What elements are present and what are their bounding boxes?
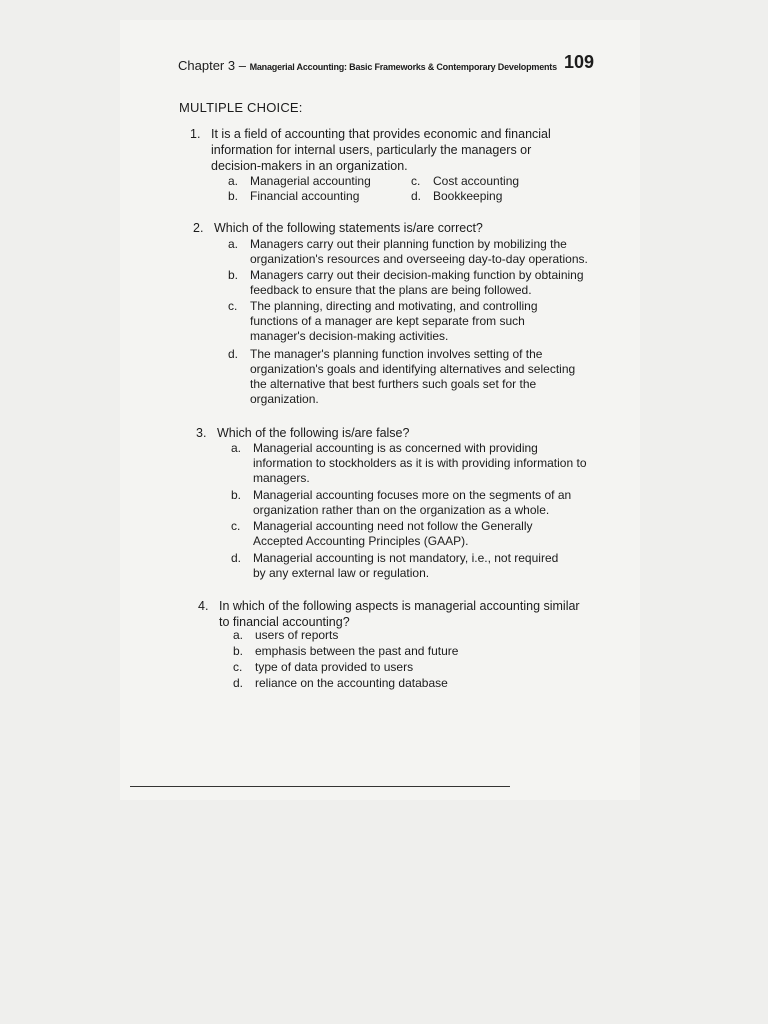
option-1c	[411, 174, 551, 189]
question-4	[198, 598, 603, 630]
option-text	[253, 488, 599, 518]
chapter-dash: –	[235, 58, 250, 73]
option-4b	[233, 644, 533, 659]
option-text	[250, 237, 598, 267]
option-line: Managers carry out their decision-making function by obtaining	[250, 268, 584, 282]
option-text	[253, 551, 599, 581]
question-line: It is a field of accounting that provides economic and financial	[211, 127, 551, 141]
option-line: Managerial accounting focuses more on the segments of an	[253, 488, 572, 502]
question-number: 2.	[193, 221, 204, 235]
option-line: users of reports	[255, 628, 339, 642]
question-1	[190, 126, 600, 174]
option-line: organization.	[250, 392, 319, 406]
option-line: organization rather than on the organization as a whole.	[253, 503, 550, 517]
option-line: Managers carry out their planning function by mobilizing the	[250, 237, 567, 251]
option-letter: d.	[411, 189, 422, 203]
option-letter: a.	[233, 628, 244, 642]
option-line: Managerial accounting need not follow the Generally	[253, 519, 533, 533]
option-line: functions of a manager are kept separate from such	[250, 314, 525, 328]
section-title: MULTIPLE CHOICE:	[179, 100, 303, 115]
option-line: Managerial accounting	[250, 174, 371, 188]
option-1d	[411, 189, 551, 204]
option-text	[255, 628, 338, 643]
question-text	[211, 126, 597, 174]
option-letter: d.	[233, 676, 244, 690]
option-text	[255, 676, 448, 691]
question-text	[214, 220, 584, 236]
option-line: the alternative that best furthers such goals set for the	[250, 377, 537, 391]
option-3d	[231, 551, 601, 581]
option-text	[250, 189, 359, 204]
option-letter: b.	[228, 268, 239, 282]
option-text	[433, 174, 519, 189]
option-letter: c.	[411, 174, 421, 188]
option-line: manager's decision-making activities.	[250, 329, 449, 343]
option-line: Financial accounting	[250, 189, 360, 203]
option-letter: a.	[228, 174, 239, 188]
option-letter: b.	[228, 189, 239, 203]
question-line: In which of the following aspects is managerial accounting similar	[219, 599, 580, 613]
question-number: 3.	[196, 426, 207, 440]
option-text	[250, 174, 371, 189]
option-line: The planning, directing and motivating, and controlling	[250, 299, 538, 313]
option-line: The manager's planning function involves setting of the	[250, 347, 543, 361]
option-line: reliance on the accounting database	[255, 676, 448, 690]
question-2	[193, 220, 593, 236]
option-text	[433, 189, 502, 204]
option-letter: c.	[228, 299, 238, 313]
option-line: feedback to ensure that the plans are being followed.	[250, 283, 532, 297]
option-letter: c.	[231, 519, 241, 533]
option-text	[250, 268, 598, 298]
option-line: Cost accounting	[433, 174, 520, 188]
question-text	[219, 598, 601, 630]
question-line: to financial accounting?	[219, 615, 350, 629]
option-2d	[228, 347, 600, 407]
option-text	[255, 660, 413, 675]
page-header	[178, 50, 598, 78]
option-4a	[233, 628, 533, 643]
option-4d	[233, 676, 533, 691]
question-number: 1.	[190, 127, 201, 141]
option-letter: d.	[228, 347, 239, 361]
page-number: 109	[563, 52, 594, 72]
option-text	[250, 347, 598, 407]
chapter-label: Chapter 3	[178, 58, 236, 73]
bottom-rule	[130, 786, 510, 787]
option-1b	[228, 189, 398, 204]
option-line: information to stockholders as it is with providing information to	[253, 456, 587, 470]
option-line: Managerial accounting is as concerned with providing	[253, 441, 538, 455]
option-text	[253, 441, 599, 486]
option-line: Managerial accounting is not mandatory, i.e., not required	[253, 551, 559, 565]
option-2b	[228, 268, 600, 298]
question-3	[196, 425, 596, 441]
option-text	[253, 519, 599, 549]
option-line: emphasis between the past and future	[255, 644, 459, 658]
option-text	[255, 644, 458, 659]
option-line: organization's goals and identifying alternatives and selecting	[250, 362, 576, 376]
option-letter: c.	[233, 660, 243, 674]
option-line: Accepted Accounting Principles (GAAP).	[253, 534, 469, 548]
option-4c	[233, 660, 533, 675]
option-line: organization's resources and overseeing day-to-day operations.	[250, 252, 588, 266]
question-line: information for internal users, particularly the managers or	[211, 143, 532, 157]
option-line: type of data provided to users	[255, 660, 414, 674]
question-number: 4.	[198, 599, 209, 613]
option-letter: a.	[231, 441, 242, 455]
option-text	[250, 299, 598, 344]
option-letter: a.	[228, 237, 239, 251]
option-3b	[231, 488, 601, 518]
option-line: by any external law or regulation.	[253, 566, 430, 580]
option-3a	[231, 441, 601, 486]
option-letter: b.	[233, 644, 244, 658]
option-letter: d.	[231, 551, 242, 565]
option-3c	[231, 519, 601, 549]
option-letter: b.	[231, 488, 242, 502]
option-2a	[228, 237, 600, 267]
question-line: Which of the following is/are false?	[217, 426, 410, 440]
option-line: managers.	[253, 471, 310, 485]
option-2c	[228, 299, 600, 344]
question-line: decision-makers in an organization.	[211, 159, 408, 173]
option-1a	[228, 174, 398, 189]
question-line: Which of the following statements is/are correct?	[214, 221, 483, 235]
chapter-heading	[178, 58, 557, 73]
question-text	[217, 425, 587, 441]
option-line: Bookkeeping	[433, 189, 503, 203]
chapter-subtitle: Managerial Accounting: Basic Frameworks & Contemporary Developments	[249, 62, 557, 72]
